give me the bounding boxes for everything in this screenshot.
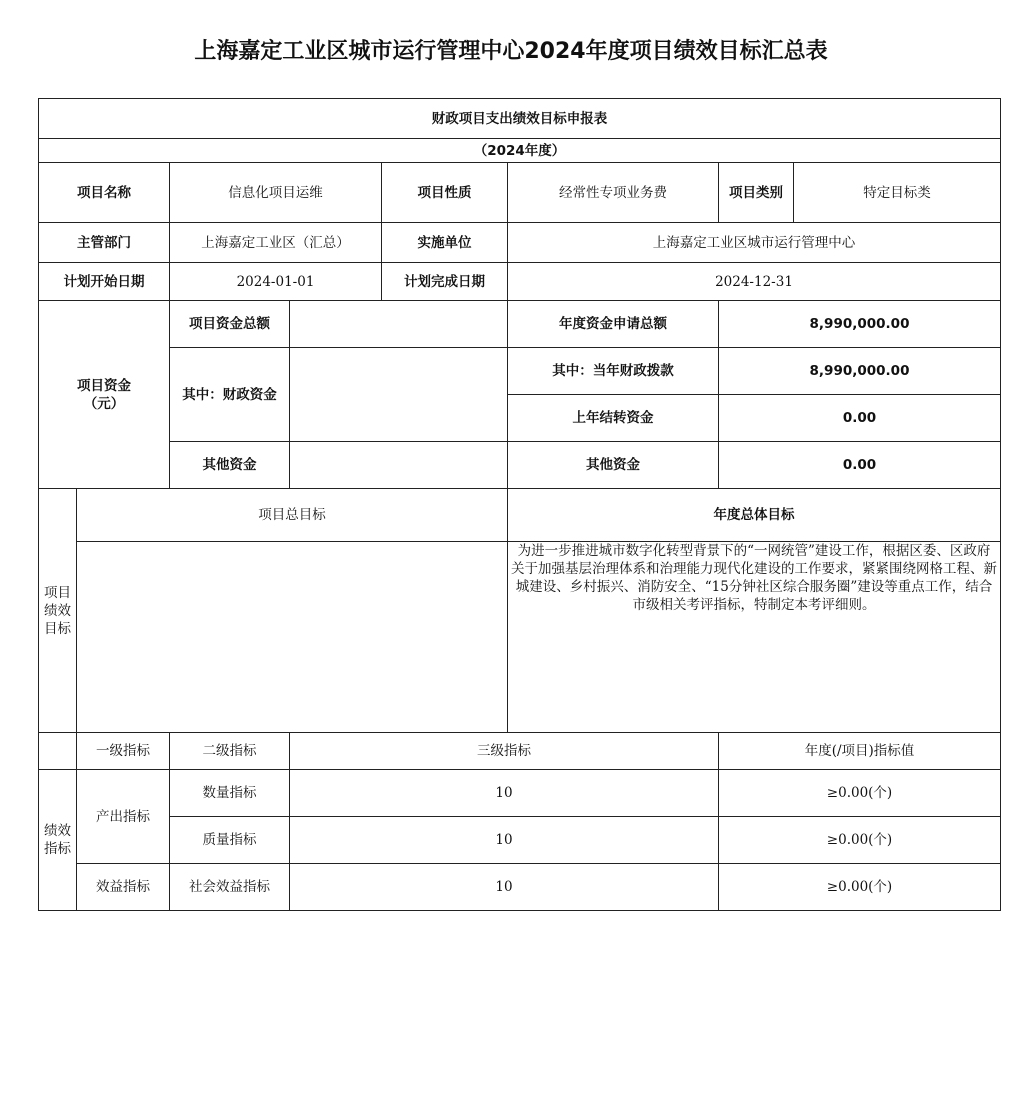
goals-section-label	[39, 489, 77, 733]
indicator-level2: 数量指标	[170, 770, 290, 817]
indicator-level2: 质量指标	[170, 817, 290, 864]
fiscal-funds-label: 其中：财政资金	[170, 348, 290, 442]
annual-other-label: 其他资金	[508, 442, 719, 489]
total-funds-value	[290, 301, 508, 348]
fiscal-funds-value	[290, 348, 508, 442]
funds-section-label	[39, 301, 170, 489]
end-date-value: 2024-12-31	[508, 263, 1001, 301]
indicator-header-level1: 一级指标	[77, 733, 170, 770]
total-funds-label: 项目资金总额	[170, 301, 290, 348]
department-label: 主管部门	[39, 223, 170, 263]
form-heading: 财政项目支出绩效目标申报表	[39, 99, 1001, 139]
project-category-value: 特定目标类	[794, 163, 1001, 223]
goals-label-line3: 目标	[44, 620, 71, 637]
current-year-value: 8,990,000.00	[719, 348, 1001, 395]
annual-goal-text: 为进一步推进城市数字化转型背景下的“一网统管”建设工作，根据区委、区政府关于加强基层治理体系和治理能力现代化建设的工作要求，紧紧围绕网格工程、新城建设、乡村振兴、消防安全、“15分钟社区综合服务圈”建设等重点工作，结合市级相关考评指标，特制定本考评细则。	[508, 542, 1001, 733]
overall-goal-text	[77, 542, 508, 733]
indicator-level3: 10	[290, 817, 719, 864]
indicators-label-line1: 绩效	[44, 823, 71, 839]
indicators-label-line2: 指标	[44, 841, 71, 857]
indicator-value: ≥0.00(个)	[719, 770, 1001, 817]
other-funds-label: 其他资金	[170, 442, 290, 489]
project-nature-label: 项目性质	[382, 163, 508, 223]
implementer-label: 实施单位	[382, 223, 508, 263]
project-nature-value: 经常性专项业务费	[508, 163, 719, 223]
annual-total-value: 8,990,000.00	[719, 301, 1001, 348]
form-year: （2024年度）	[39, 139, 1001, 163]
start-date-label: 计划开始日期	[39, 263, 170, 301]
start-date-value: 2024-01-01	[170, 263, 382, 301]
indicator-header-blank	[39, 733, 77, 770]
project-category-label: 项目类别	[719, 163, 794, 223]
funds-label-line1: 项目资金	[77, 377, 131, 394]
carryover-label: 上年结转资金	[508, 395, 719, 442]
department-value: 上海嘉定工业区（汇总）	[170, 223, 382, 263]
other-funds-value	[290, 442, 508, 489]
annual-total-label: 年度资金申请总额	[508, 301, 719, 348]
current-year-label: 其中：当年财政拨款	[508, 348, 719, 395]
indicator-level1-output: 产出指标	[77, 770, 170, 864]
page-title: 上海嘉定工业区城市运行管理中心2024年度项目绩效目标汇总表	[194, 39, 828, 64]
project-name-label: 项目名称	[39, 163, 170, 223]
indicator-value: ≥0.00(个)	[719, 864, 1001, 911]
performance-form-table	[38, 98, 1001, 911]
overall-goal-label: 项目总目标	[77, 489, 508, 542]
goals-label-line2: 绩效	[44, 602, 71, 619]
annual-other-value: 0.00	[719, 442, 1001, 489]
goals-label-line1: 项目	[44, 584, 71, 601]
project-name-value: 信息化项目运维	[170, 163, 382, 223]
indicator-header-level3: 三级指标	[290, 733, 719, 770]
indicator-value: ≥0.00(个)	[719, 817, 1001, 864]
indicators-section-label	[39, 770, 77, 911]
end-date-label: 计划完成日期	[382, 263, 508, 301]
carryover-value: 0.00	[719, 395, 1001, 442]
indicator-level1-benefit: 效益指标	[77, 864, 170, 911]
indicator-level2: 社会效益指标	[170, 864, 290, 911]
indicator-header-level2: 二级指标	[170, 733, 290, 770]
implementer-value: 上海嘉定工业区城市运行管理中心	[508, 223, 1001, 263]
indicator-header-value: 年度(/项目)指标值	[719, 733, 1001, 770]
annual-goal-label: 年度总体目标	[508, 489, 1001, 542]
funds-label-line2: （元）	[83, 395, 125, 412]
indicator-level3: 10	[290, 770, 719, 817]
indicator-level3: 10	[290, 864, 719, 911]
